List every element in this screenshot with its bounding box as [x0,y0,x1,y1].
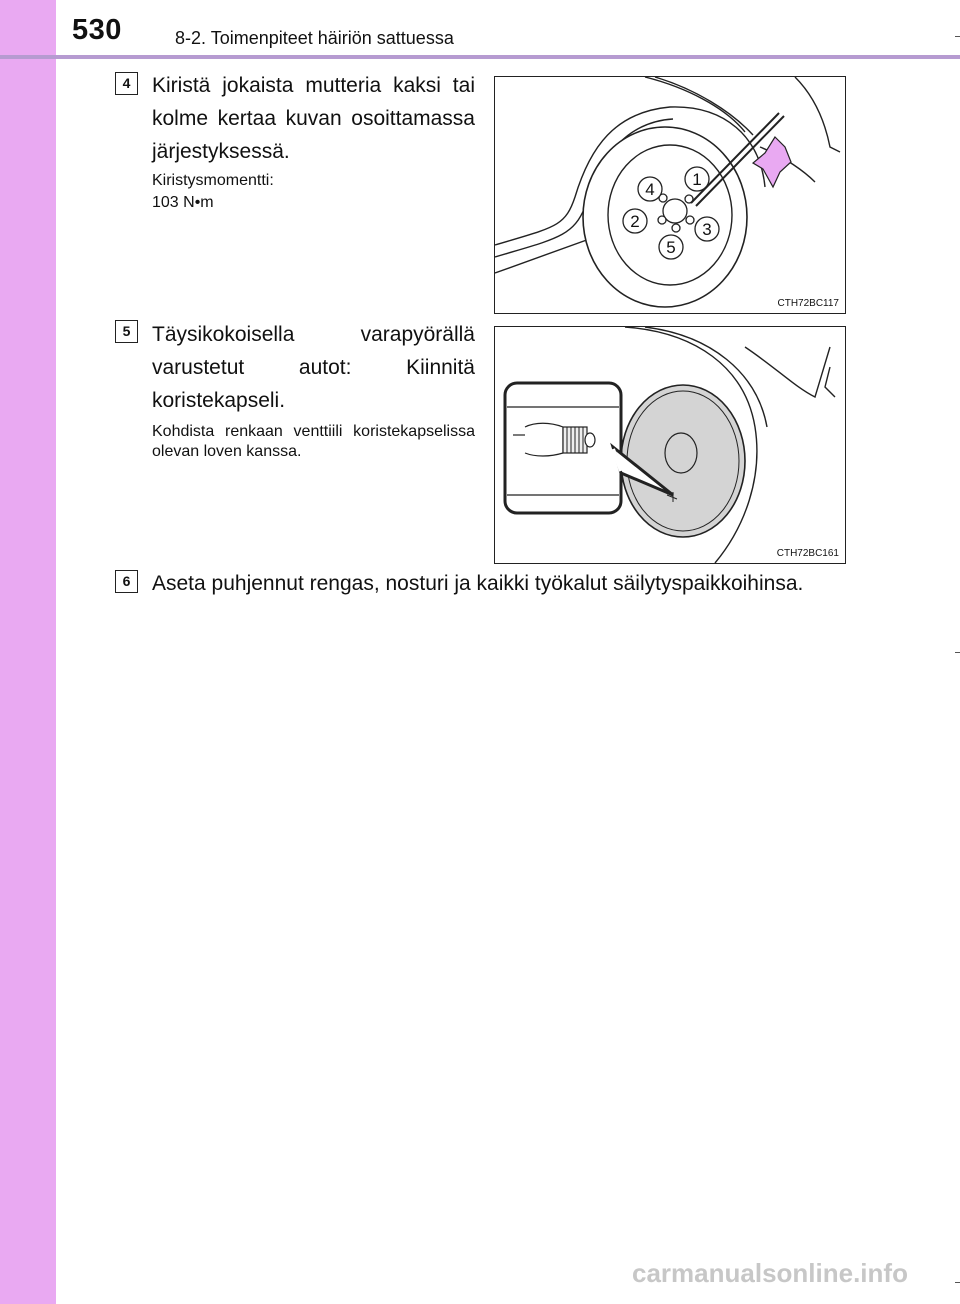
step-4-torque-label: Kiristysmomentti: [152,172,274,189]
step-badge-5: 5 [115,320,138,343]
crop-mark [955,1282,960,1283]
step-badge-4: 4 [115,72,138,95]
figure-code: CTH72BC161 [776,548,839,559]
figure-hubcap [494,326,846,564]
step-4-text: Kiristä jokaista mutteria kaksi tai kolme kertaa kuvan osoittamassa järjestyksessä. [152,74,475,163]
step-badge-6: 6 [115,570,138,593]
hubcap-center [665,433,697,473]
step-5-note: Kohdista renkaan venttiili koristekapselissa olevan loven kanssa. [152,423,475,460]
step-5-text: Täysikokoisella varapyörällä varustetut autot: Kiinnitä koristekapseli. [152,323,475,412]
nut-label-3: 3 [702,220,712,239]
nut-label-5: 5 [666,238,676,257]
nut-label-4: 4 [645,180,655,199]
section-title: 8-2. Toimenpiteet häiriön sattuessa [175,28,454,48]
watermark: carmanualsonline.info [632,1258,908,1288]
rotation-arrow-icon [753,137,791,187]
crop-mark [955,36,960,37]
page-number: 530 [72,14,122,46]
step-6-text: Aseta puhjennut rengas, nosturi ja kaikki työkalut säilytyspaikkoihinsa. [152,572,804,595]
figure-nut-order [494,76,846,314]
step-4-torque-value: 103 N•m [152,194,214,211]
wheel-nut-illustration [495,77,845,313]
nut-label-1: 1 [692,170,702,189]
chapter-sidebar [0,0,56,1304]
crop-mark [955,652,960,653]
header-rule [0,55,960,59]
hubcap-illustration [495,327,845,563]
figure-code: CTH72BC117 [777,298,839,309]
nut-label-2: 2 [630,212,640,231]
